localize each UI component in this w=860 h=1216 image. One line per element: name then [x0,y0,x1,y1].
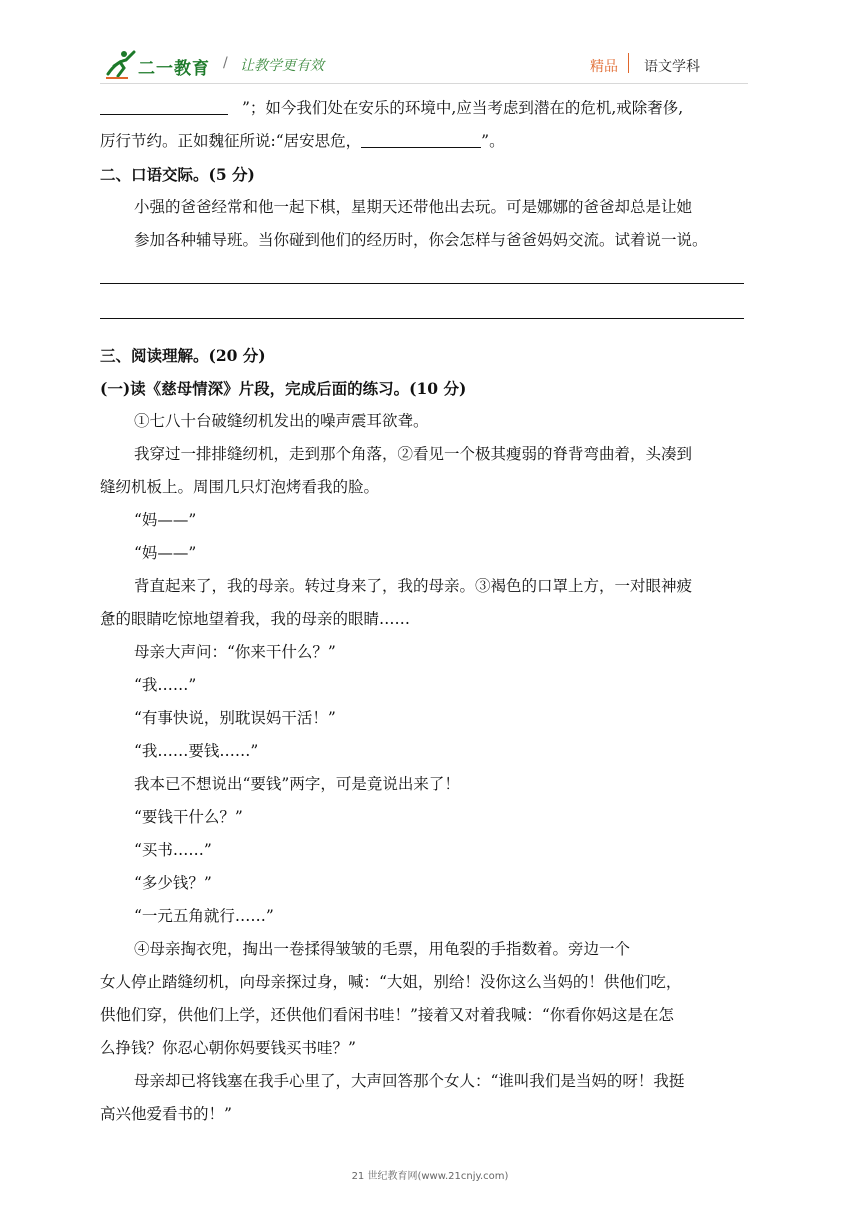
passage-line: “有事快说，别耽误妈干活！” [134,709,336,727]
passage-line: 惫的眼睛吃惊地望着我，我的母亲的眼睛…… [100,610,411,628]
document-body [100,92,748,1131]
reading-passage [100,405,748,1131]
answer-area-spacer [100,257,748,339]
passage-line: “我……要钱……” [134,742,259,760]
sub-section-heading: (一)读《慈母情深》片段，完成后面的练习。(10 分) [100,379,467,398]
answer-blank[interactable] [361,129,481,148]
passage-line: ①七八十台破缝纫机发出的噪声震耳欲聋。 [134,412,429,430]
passage-line: 我穿过一排排缝纫机，走到那个角落，②看见一个极其瘦弱的脊背弯曲着，头凑到 [134,445,693,463]
passage-line: 供他们穿，供他们上学，还供他们看闲书哇！”接着又对着我喊：“你看你妈这是在怎 [100,1006,674,1024]
paragraph-line: 小强的爸爸经常和他一起下棋，星期天还带他出去玩。可是娜娜的爸爸却总是让她 [134,198,693,216]
subject-label: 语文学科 [644,59,700,75]
passage-line: ④母亲掏衣兜，掏出一卷揉得皱皱的毛票，用龟裂的手指数着。旁边一个 [134,940,631,958]
section-heading-oral: 二、口语交际。(5 分) [100,165,255,184]
header-slash: / [223,55,228,71]
answer-line-1[interactable] [100,283,744,284]
passage-line: “一元五角就行……” [134,907,274,925]
passage-line: “要钱干什么？” [134,808,243,826]
passage-line: “买书……” [134,841,212,859]
passage-line: 我本已不想说出“要钱”两字，可是竟说出来了！ [134,775,460,793]
passage-line: “我……” [134,676,197,694]
fill-blank-line-1 [100,92,748,125]
passage-line: 缝纫机板上。周围几只灯泡烤看我的脸。 [100,478,380,496]
passage-line: “多少钱？” [134,874,212,892]
paragraph-line: 参加各种辅导班。当你碰到他们的经历时，你会怎样与爸爸妈妈交流。试着说一说。 [134,231,708,249]
page-header [0,0,860,100]
page-footer: 21 世纪教育网(www.21cnjy.com) [351,1171,509,1182]
passage-line: 么挣钱？你忍心朝你妈要钱买书哇？” [100,1039,356,1057]
section-heading-reading: 三、阅读理解。(20 分) [100,346,266,365]
fill-blank-line-2 [100,125,748,158]
sentence-text: 厉行节约。正如魏征所说:“居安思危， [100,132,362,150]
passage-line: “妈——” [134,511,197,529]
passage-line: 背直起来了，我的母亲。转过身来了，我的母亲。③褐色的口罩上方，一对眼神疲 [134,577,693,595]
passage-line: 母亲大声问：“你来干什么？” [134,643,336,661]
sentence-text: ”。 [481,132,505,150]
sentence-text: ”；如今我们处在安乐的环境中,应当考虑到潜在的危机,戒除奢侈, [242,99,684,117]
passage-line: 母亲却已将钱塞在我手心里了，大声回答那个女人：“谁叫我们是当妈的呀！我挺 [134,1072,685,1090]
passage-line: 高兴他爱看书的！” [100,1105,232,1123]
answer-blank[interactable] [100,96,228,115]
running-man-logo-icon [104,48,138,80]
header-separator [628,53,629,73]
header-slogan: 让教学更有效 [240,58,324,74]
header-divider [100,83,748,84]
passage-line: “妈——” [134,544,197,562]
quality-badge: 精品 [590,59,618,75]
passage-line: 女人停止踏缝纫机，向母亲探过身，喊：“大姐，别给！没你这么当妈的！供他们吃， [100,973,682,991]
logo-text: 二一教育 [138,59,210,79]
answer-line-2[interactable] [100,318,744,319]
